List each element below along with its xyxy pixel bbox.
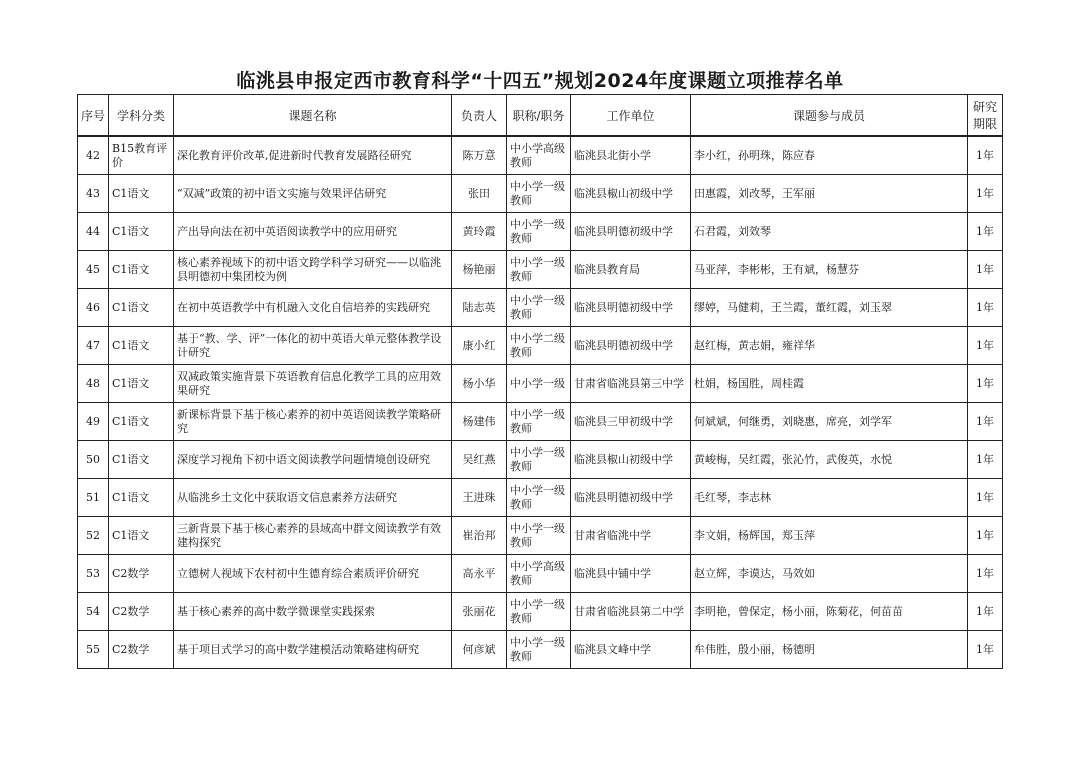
cell-rank: 中小学一级教师 [507, 289, 571, 327]
cell-subject: C1语文 [109, 517, 174, 555]
cell-members: 李小红，孙明珠，陈应春 [691, 136, 968, 175]
cell-topic: 在初中英语教学中有机融入文化自信培养的实践研究 [174, 289, 452, 327]
header-no: 序号 [78, 95, 109, 137]
cell-period: 1年 [968, 593, 1003, 631]
cell-leader: 吴红燕 [452, 441, 507, 479]
table-row [78, 593, 1003, 631]
cell-members: 杜娟，杨国胜，周桂霞 [691, 365, 968, 403]
cell-leader: 崔治邦 [452, 517, 507, 555]
table-row [78, 479, 1003, 517]
cell-subject: C1语文 [109, 251, 174, 289]
cell-unit: 甘肃省临洮县第三中学 [571, 365, 691, 403]
cell-leader: 康小红 [452, 327, 507, 365]
cell-rank: 中小学一级教师 [507, 593, 571, 631]
header-topic: 课题名称 [174, 95, 452, 137]
cell-subject: C1语文 [109, 441, 174, 479]
cell-no: 48 [78, 365, 109, 403]
cell-topic: 新课标背景下基于核心素养的初中英语阅读教学策略研究 [174, 403, 452, 441]
cell-subject: C1语文 [109, 175, 174, 213]
cell-unit: 临洮县椒山初级中学 [571, 175, 691, 213]
header-leader: 负责人 [452, 95, 507, 137]
cell-no: 54 [78, 593, 109, 631]
cell-no: 46 [78, 289, 109, 327]
cell-rank: 中小学一级教师 [507, 479, 571, 517]
cell-topic: 深度学习视角下初中语文阅读教学问题情境创设研究 [174, 441, 452, 479]
cell-unit: 临洮县明德初级中学 [571, 479, 691, 517]
cell-leader: 何彦斌 [452, 631, 507, 669]
cell-rank: 中小学一级教师 [507, 175, 571, 213]
table-row [78, 631, 1003, 669]
cell-period: 1年 [968, 365, 1003, 403]
cell-no: 47 [78, 327, 109, 365]
cell-unit: 临洮县明德初级中学 [571, 327, 691, 365]
cell-unit: 甘肃省临洮中学 [571, 517, 691, 555]
header-rank: 职称/职务 [507, 95, 571, 137]
cell-no: 42 [78, 136, 109, 175]
cell-members: 田惠霞，刘改琴，王军丽 [691, 175, 968, 213]
cell-leader: 张田 [452, 175, 507, 213]
cell-subject: C2数学 [109, 593, 174, 631]
cell-members: 李明艳，曾保定，杨小丽，陈菊花，何苗苗 [691, 593, 968, 631]
cell-unit: 临洮县教育局 [571, 251, 691, 289]
cell-rank: 中小学高级教师 [507, 555, 571, 593]
cell-topic: 基于项目式学习的高中数学建模活动策略建构研究 [174, 631, 452, 669]
cell-topic: 从临洮乡土文化中获取语文信息素养方法研究 [174, 479, 452, 517]
cell-topic: 双减政策实施背景下英语教育信息化教学工具的应用效果研究 [174, 365, 452, 403]
cell-leader: 高永平 [452, 555, 507, 593]
cell-unit: 临洮县明德初级中学 [571, 213, 691, 251]
table-row [78, 136, 1003, 175]
cell-topic: 基于“教、学、评”一体化的初中英语大单元整体教学设计研究 [174, 327, 452, 365]
cell-no: 53 [78, 555, 109, 593]
cell-period: 1年 [968, 441, 1003, 479]
cell-leader: 杨建伟 [452, 403, 507, 441]
cell-leader: 陆志英 [452, 289, 507, 327]
cell-members: 李文娟，杨辉国，郑玉萍 [691, 517, 968, 555]
table-row [78, 251, 1003, 289]
cell-subject: C1语文 [109, 365, 174, 403]
cell-unit: 临洮县三甲初级中学 [571, 403, 691, 441]
cell-rank: 中小学一级教师 [507, 403, 571, 441]
cell-topic: 深化教育评价改革,促进新时代教育发展路径研究 [174, 136, 452, 175]
cell-period: 1年 [968, 403, 1003, 441]
cell-subject: B15教育评价 [109, 136, 174, 175]
cell-period: 1年 [968, 517, 1003, 555]
cell-period: 1年 [968, 251, 1003, 289]
cell-period: 1年 [968, 631, 1003, 669]
cell-members: 牟伟胜，殷小丽，杨德明 [691, 631, 968, 669]
table-row [78, 403, 1003, 441]
cell-period: 1年 [968, 136, 1003, 175]
cell-period: 1年 [968, 327, 1003, 365]
cell-members: 黄峻梅，吴红霞，张沁竹，武俊英，水悦 [691, 441, 968, 479]
cell-subject: C2数学 [109, 631, 174, 669]
cell-leader: 杨艳丽 [452, 251, 507, 289]
cell-rank: 中小学一级教师 [507, 517, 571, 555]
table-row [78, 365, 1003, 403]
cell-rank: 中小学一级教师 [507, 441, 571, 479]
cell-leader: 张丽花 [452, 593, 507, 631]
header-subject: 学科分类 [109, 95, 174, 137]
cell-leader: 王进珠 [452, 479, 507, 517]
cell-members: 石君霞，刘效琴 [691, 213, 968, 251]
cell-members: 赵立辉，李谟达，马效如 [691, 555, 968, 593]
recommendation-table [77, 94, 1003, 669]
cell-topic: 产出导向法在初中英语阅读教学中的应用研究 [174, 213, 452, 251]
cell-unit: 临洮县中铺中学 [571, 555, 691, 593]
cell-unit: 临洮县椒山初级中学 [571, 441, 691, 479]
cell-subject: C1语文 [109, 479, 174, 517]
cell-no: 51 [78, 479, 109, 517]
cell-rank: 中小学一级教师 [507, 251, 571, 289]
cell-subject: C1语文 [109, 289, 174, 327]
cell-rank: 中小学一级 [507, 365, 571, 403]
table-row [78, 517, 1003, 555]
cell-topic: “双减”政策的初中语文实施与效果评估研究 [174, 175, 452, 213]
table-header-row [78, 95, 1003, 137]
cell-leader: 杨小华 [452, 365, 507, 403]
cell-subject: C1语文 [109, 327, 174, 365]
cell-no: 44 [78, 213, 109, 251]
cell-period: 1年 [968, 175, 1003, 213]
header-period: 研究期限 [968, 95, 1003, 137]
cell-leader: 黄玲霞 [452, 213, 507, 251]
cell-unit: 临洮县北街小学 [571, 136, 691, 175]
cell-topic: 立德树人视域下农村初中生德育综合素质评价研究 [174, 555, 452, 593]
table-row [78, 175, 1003, 213]
cell-no: 43 [78, 175, 109, 213]
cell-no: 45 [78, 251, 109, 289]
cell-members: 何斌斌，何继勇，刘晓惠，席亮，刘学军 [691, 403, 968, 441]
cell-topic: 基于核心素养的高中数学微课堂实践探索 [174, 593, 452, 631]
header-members: 课题参与成员 [691, 95, 968, 137]
cell-unit: 甘肃省临洮县第二中学 [571, 593, 691, 631]
cell-subject: C1语文 [109, 403, 174, 441]
cell-members: 缪婷，马健莉，王兰霞，董红霞，刘玉翠 [691, 289, 968, 327]
cell-period: 1年 [968, 213, 1003, 251]
table-row [78, 441, 1003, 479]
cell-subject: C1语文 [109, 213, 174, 251]
header-unit: 工作单位 [571, 95, 691, 137]
cell-no: 52 [78, 517, 109, 555]
cell-rank: 中小学高级教师 [507, 136, 571, 175]
cell-no: 50 [78, 441, 109, 479]
cell-rank: 中小学二级教师 [507, 327, 571, 365]
cell-no: 49 [78, 403, 109, 441]
cell-members: 毛红琴，李志林 [691, 479, 968, 517]
cell-no: 55 [78, 631, 109, 669]
cell-rank: 中小学一级教师 [507, 631, 571, 669]
cell-period: 1年 [968, 289, 1003, 327]
cell-members: 赵红梅，黄志娟，雍祥华 [691, 327, 968, 365]
table-row [78, 555, 1003, 593]
cell-topic: 三新背景下基于核心素养的县域高中群文阅读教学有效建构探究 [174, 517, 452, 555]
table-row [78, 327, 1003, 365]
cell-period: 1年 [968, 479, 1003, 517]
cell-period: 1年 [968, 555, 1003, 593]
cell-unit: 临洮县文峰中学 [571, 631, 691, 669]
table-row [78, 289, 1003, 327]
cell-unit: 临洮县明德初级中学 [571, 289, 691, 327]
table-row [78, 213, 1003, 251]
cell-members: 马亚萍，李彬彬，王有斌，杨慧芬 [691, 251, 968, 289]
cell-topic: 核心素养视域下的初中语文跨学科学习研究——以临洮县明德初中集团校为例 [174, 251, 452, 289]
cell-subject: C2数学 [109, 555, 174, 593]
document-title: 临洮县申报定西市教育科学“十四五”规划2024年度课题立项推荐名单 [236, 70, 844, 92]
cell-rank: 中小学一级教师 [507, 213, 571, 251]
cell-leader: 陈万意 [452, 136, 507, 175]
